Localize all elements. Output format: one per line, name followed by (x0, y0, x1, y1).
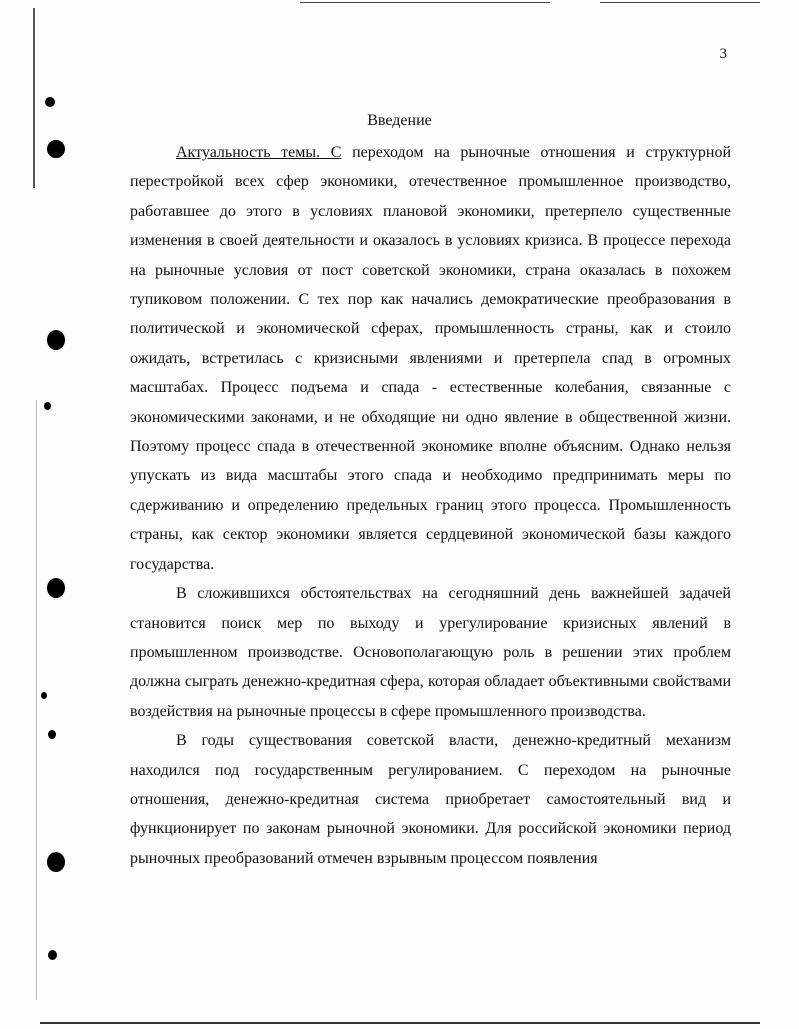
page-number: 3 (719, 46, 727, 62)
paragraph-relevance (130, 138, 731, 579)
binding-hole (47, 578, 65, 598)
scan-artifact-left-edge-lower (36, 400, 37, 1000)
body-text (130, 138, 731, 873)
paragraph-relevance-text: переходом на рыночные отношения и структурной перестройкой всех сфер экономики, отечественное промышленное производство, работавшее до этого в условиях плановой экономики, претерпело существенные изменения в своей деятельности и оказалось в условиях кризиса. В процессе перехода на рыночные условия от пост советской экономики, страна оказалась в похожем тупиковом положении. С тех пор как начались демократические преобразования в политической и экономической сферах, промышленность страны, как и стоило ожидать, встретилась с кризисными явлениями и претерпела спад в огромных масштабах. Процесс подъема и спада - естественные колебания, связанные с экономическими законами, и не обходящие ни одно явление в общественной жизни. Поэтому процесс спада в отечественной экономике вполне объясним. Однако нельзя упускать из вида масштабы этого спада и необходимо предпринимать меры по сдерживанию и определению предельных границ этого процесса. Промышленность страны, как сектор экономики является сердцевиной экономической базы каждого государства. (130, 144, 732, 573)
binding-hole (41, 692, 47, 699)
binding-hole (47, 140, 65, 158)
relevance-heading: Актуальность темы. С (176, 144, 342, 161)
binding-hole (47, 330, 65, 350)
paragraph-soviet-years: В годы существования советской власти, денежно-кредитный механизм находился под государственным регулированием. С переходом на рыночные отношения, денежно-кредитная система приобретает самостоятельный вид и функционирует по законам рыночной экономики. Для российской экономики период рыночных преобразований отмечен взрывным процессом появления (130, 732, 731, 867)
binding-hole (48, 730, 56, 739)
scan-artifact-top (300, 2, 550, 3)
binding-hole (44, 402, 51, 410)
paragraph-circumstances: В сложившихся обстоятельствах на сегодняшний день важнейшей задачей становится поиск мер по выходу и урегулирование кризисных явлений в промышленном производстве. Основополагающую роль в решении этих проблем должна сыграть денежно-кредитная сфера, которая обладает объективными свойствами воздействия на рыночные процессы в сфере промышленного производства. (130, 585, 731, 720)
section-title: Введение (367, 112, 432, 129)
binding-hole (45, 97, 55, 107)
binding-hole (47, 852, 65, 872)
scan-artifact-left-edge (33, 8, 35, 188)
scan-artifact-bottom (40, 1022, 760, 1024)
binding-hole (48, 950, 57, 960)
scan-artifact-top-right (600, 2, 760, 3)
